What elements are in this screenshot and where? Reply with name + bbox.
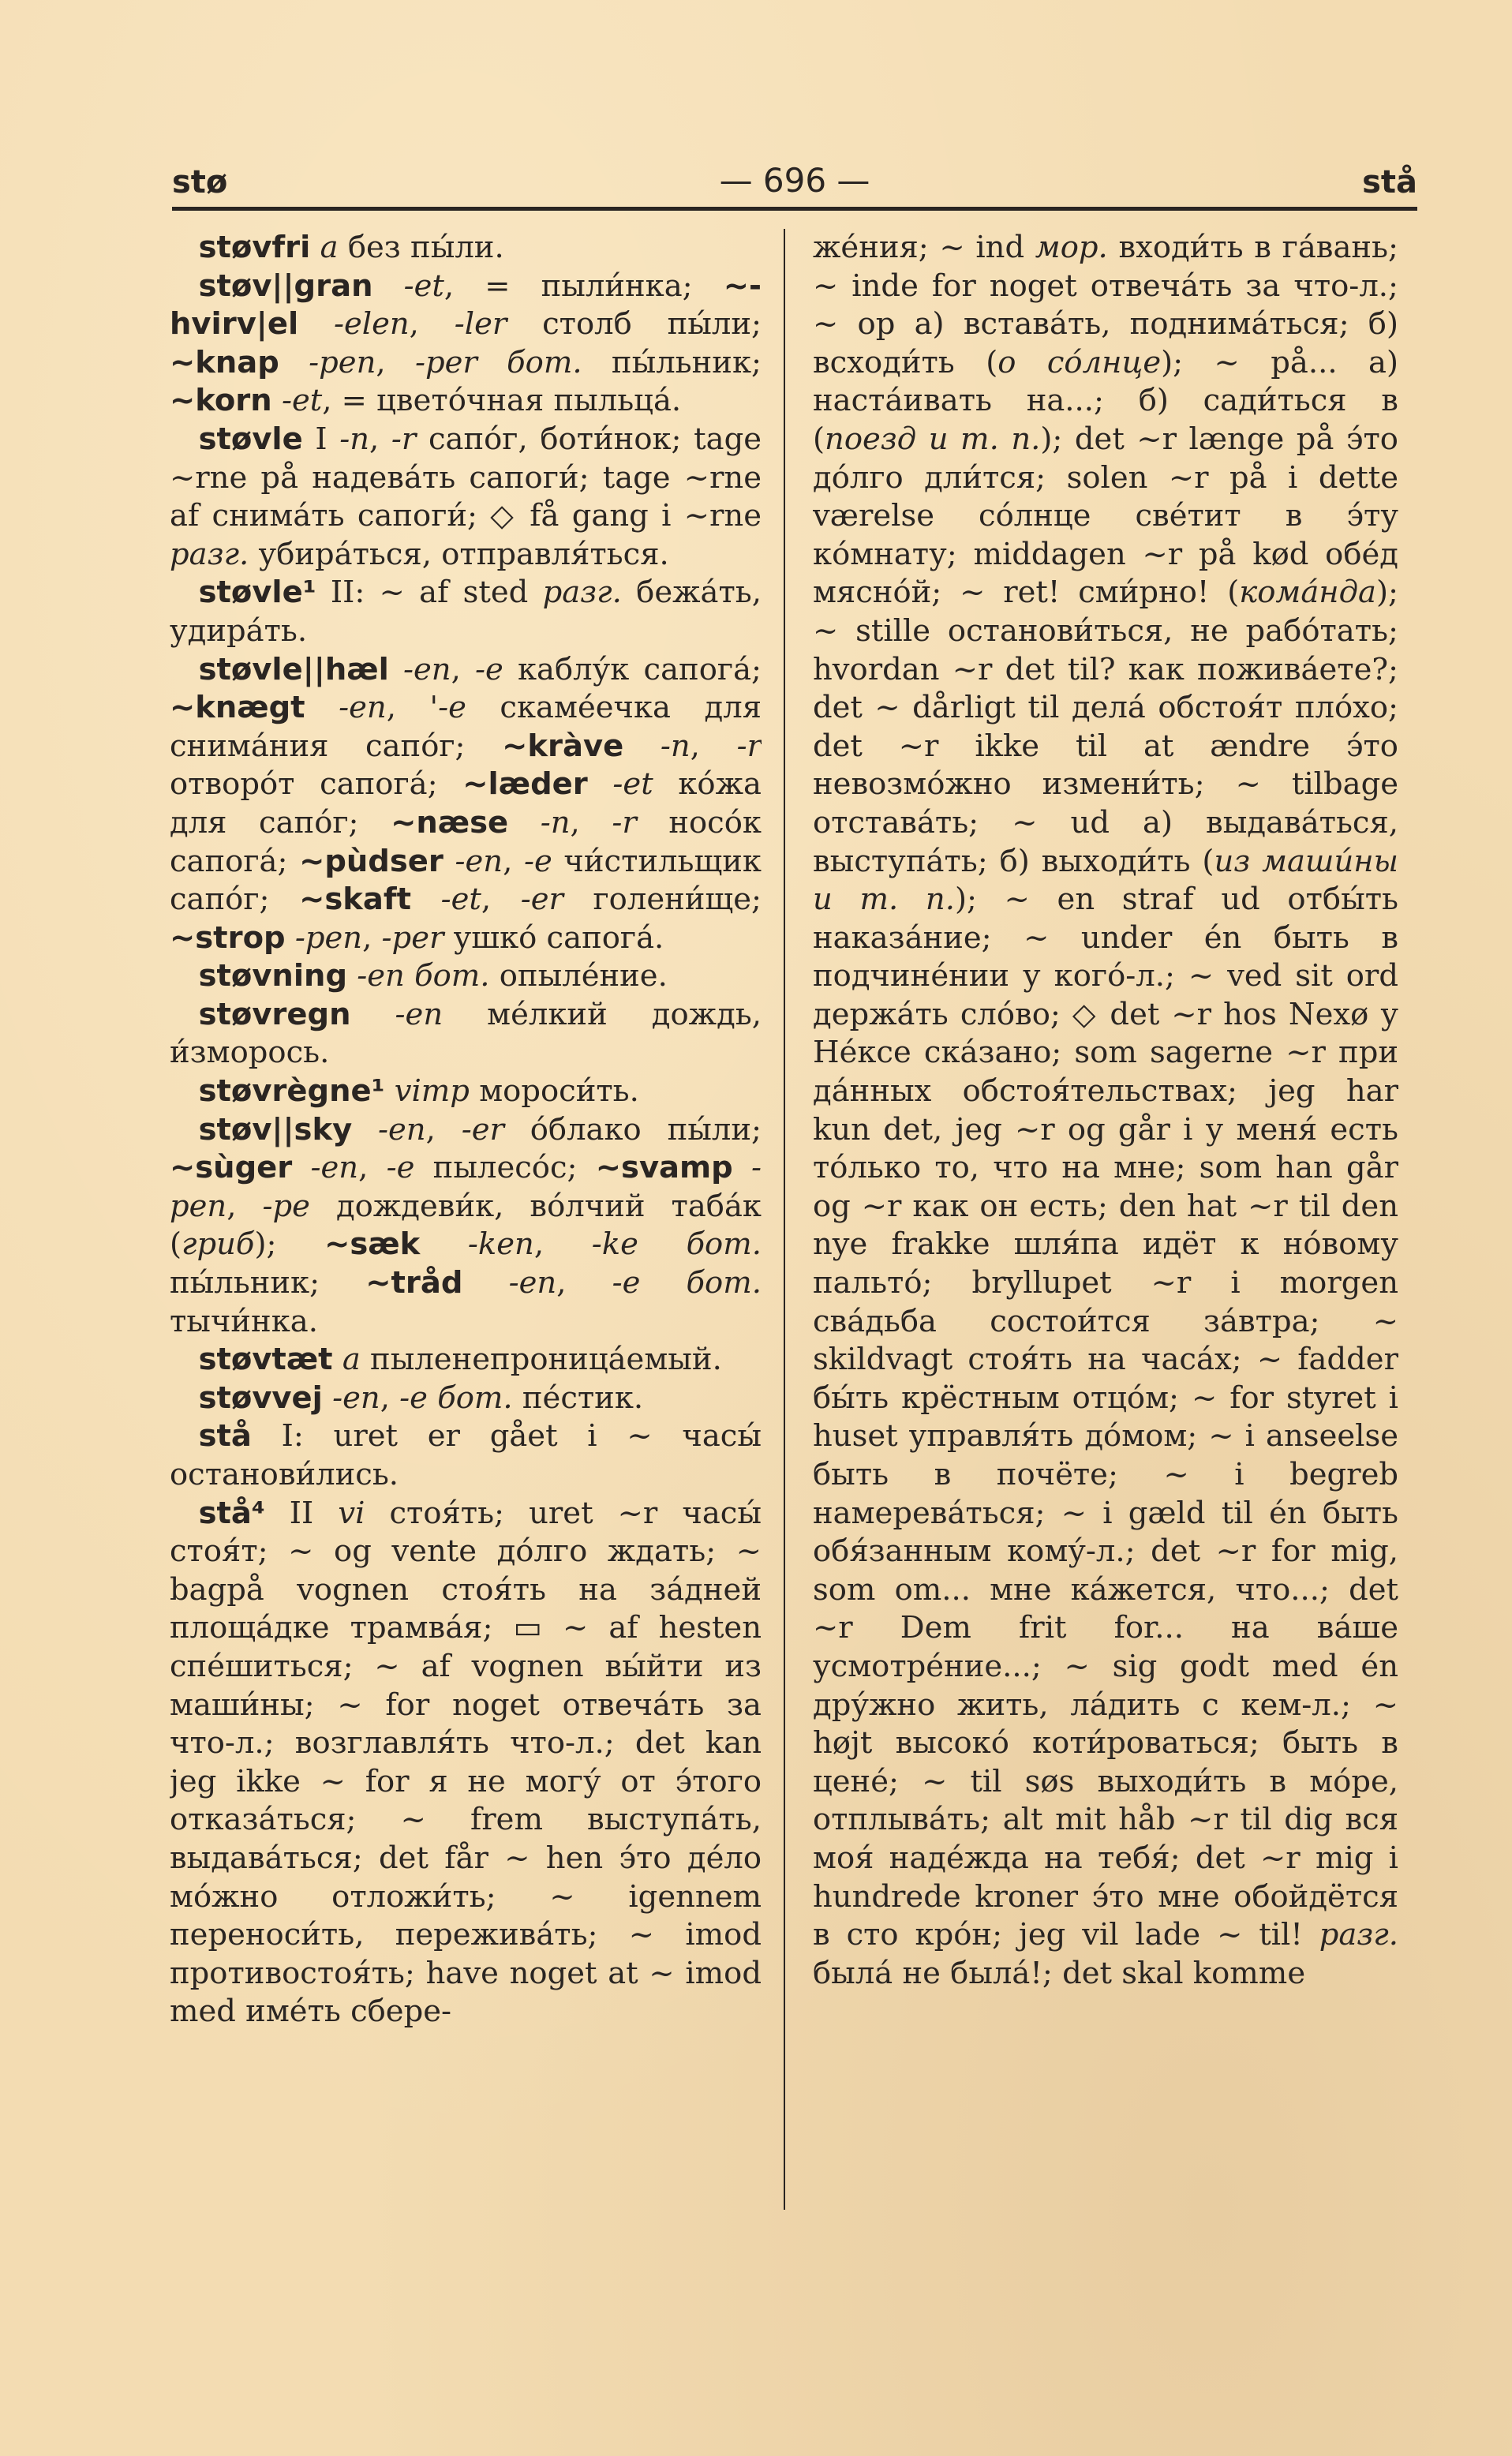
- left-running-headword: stø: [172, 164, 228, 200]
- right-running-headword: stå: [1362, 164, 1417, 200]
- dictionary-entry: støv||sky -en, -er о́блако пы́ли; ~sùger -en, -e пылесо́с; ~svamp -pen, -pe дождеви́к, во́лчий таба́к (гриб); ~sæk -ken, -ke бот. пы́льник; ~tråd -en, -e бот. тычи́нка.: [170, 1111, 762, 1339]
- dictionary-entry: støvle I -n, -r сапо́г, боти́нок; tage ~rne på надева́ть сапоги́; tage ~rne af снима́ть сапоги́; ◇ få gang i ~rne разг. убира́ться, отправля́ться.: [170, 421, 762, 572]
- dictionary-entry: же́ния; ~ ind мор. входи́ть в га́вань; ~ inde for noget отвеча́ть за что-л.; ~ op а) встава́ть, поднима́ться; б) всходи́ть (о со́лнце); ~ på... а) наста́ивать на...; б) сади́ться в (поезд и т. п.); det ~r længe på э́то до́лго дли́тся; solen ~r på i dette værelse со́лнце све́тит в э́ту ко́мнату; middagen ~r på kød обе́д мясно́й; ~ ret! сми́рно! (кома́нда); ~ stille останови́ться, не рабо́тать; hvordan ~r det til? как пожива́ете?; det ~ dårligt til дела́ обстоя́т пло́хо; det ~r ikke til at ændre э́то невозмо́жно измени́ть; ~ tilbage отстава́ть; ~ ud а) выдава́ться, выступа́ть; б) выходи́ть (из маши́ны и т. п.); ~ en straf ud отбы́ть наказа́ние; ~ under én быть в подчине́нии у кого́-л.; ~ ved sit ord держа́ть сло́во; ◇ det ~r hos Nexø у Не́ксе ска́зано; som sagerne ~r при да́нных обстоя́тельствах; jeg har kun det, jeg ~r og går i у меня́ есть то́лько то, что на мне; som han går og ~r как он есть; den hat ~r til den nye frakke шля́па идёт к но́вому пальто́; bryllupet ~r i morgen сва́дьба состои́тся за́втра; ~ skildvagt стоя́ть на часа́х; ~ fadder бы́ть крёстным отцо́м; ~ for styret i huset управля́ть до́мом; ~ i anseelse быть в почёте; ~ i begreb намерева́ться; ~ i gæld til én быть обя́занным кому́-л.; det ~r for mig, som om... мне ка́жется, что...; det ~r Dem frit for... на ва́ше усмотре́ние...; ~ sig godt med én дру́жно жить, ла́дить с кем-л.; ~ højt высоко́ коти́роваться; быть в цене́; ~ til søs выходи́ть в мо́ре, отплыва́ть; alt mit håb ~r til dig вся моя́ наде́жда на тебя́; det ~r mig i hundrede kroner э́то мне обойдётся в сто кро́н; jeg vil lade ~ til! разг. была́ не была́!; det skal komme: [813, 230, 1398, 1991]
- dictionary-entry: stå⁴ II vi стоя́ть; uret ~r часы́ стоя́т; ~ og vente до́лго ждать; ~ bagpå vognen стоя́ть на за́дней площа́дке трамва́я; ▭ ~ af hesten спе́шиться; ~ af vognen вы́йти из маши́ны; ~ for noget отвеча́ть за что-л.; возглавля́ть что-л.; det kan jeg ikke ~ for я не могу́ от э́того отказа́ться; ~ frem выступа́ть, выдава́ться; det får ~ hen э́то де́ло мо́жно отложи́ть; ~ igennem переноси́ть, пережива́ть; ~ imod противостоя́ть; have noget at ~ imod med име́ть сбере-: [170, 1495, 762, 2030]
- dictionary-entry: støvle||hæl -en, -e каблу́к сапога́; ~knægt -en, '-e скаме́ечка для снима́ния сапо́г; ~kràve -n, -r отворо́т сапога́; ~læder -et ко́жа для сапо́г; ~næse -n, -r носо́к сапога́; ~pùdser -en, -e чи́стильщик сапо́г; ~skaft -et, -er голени́ще; ~strop -pen, -per ушко́ сапога́.: [170, 651, 762, 956]
- dictionary-entry: støvle¹ II: ~ af sted разг. бежа́ть, удира́ть.: [170, 575, 762, 649]
- dictionary-entry: støvvej -en, -e бот. пе́стик.: [198, 1380, 644, 1416]
- header-rule: [172, 207, 1417, 211]
- column-divider: [784, 229, 785, 2210]
- page-number: — 696 —: [719, 161, 870, 200]
- dictionary-entry: støvfri a без пы́ли.: [198, 230, 504, 265]
- dictionary-entry: støvtæt a пыленепроница́емый.: [198, 1342, 722, 1378]
- right-column: [813, 229, 1398, 2233]
- left-column: [170, 229, 762, 2233]
- dictionary-entry: støvrègne¹ vimp мороси́ть.: [198, 1073, 639, 1110]
- dictionary-entry: stå I: uret er gået i ~ часы́ останови́лись.: [170, 1418, 762, 1492]
- dictionary-entry: støv||gran -et, = пыли́нка; ~-hvirv|el -elen, -ler столб пы́ли; ~knap -pen, -per бот. пы́льник; ~korn -et, = цвето́чная пыльца́.: [170, 268, 762, 419]
- page-header: [172, 158, 1417, 208]
- dictionary-entry: støvregn -en ме́лкий дождь, и́зморось.: [170, 996, 762, 1071]
- dictionary-entry: støvning -en бот. опыле́ние.: [198, 958, 668, 994]
